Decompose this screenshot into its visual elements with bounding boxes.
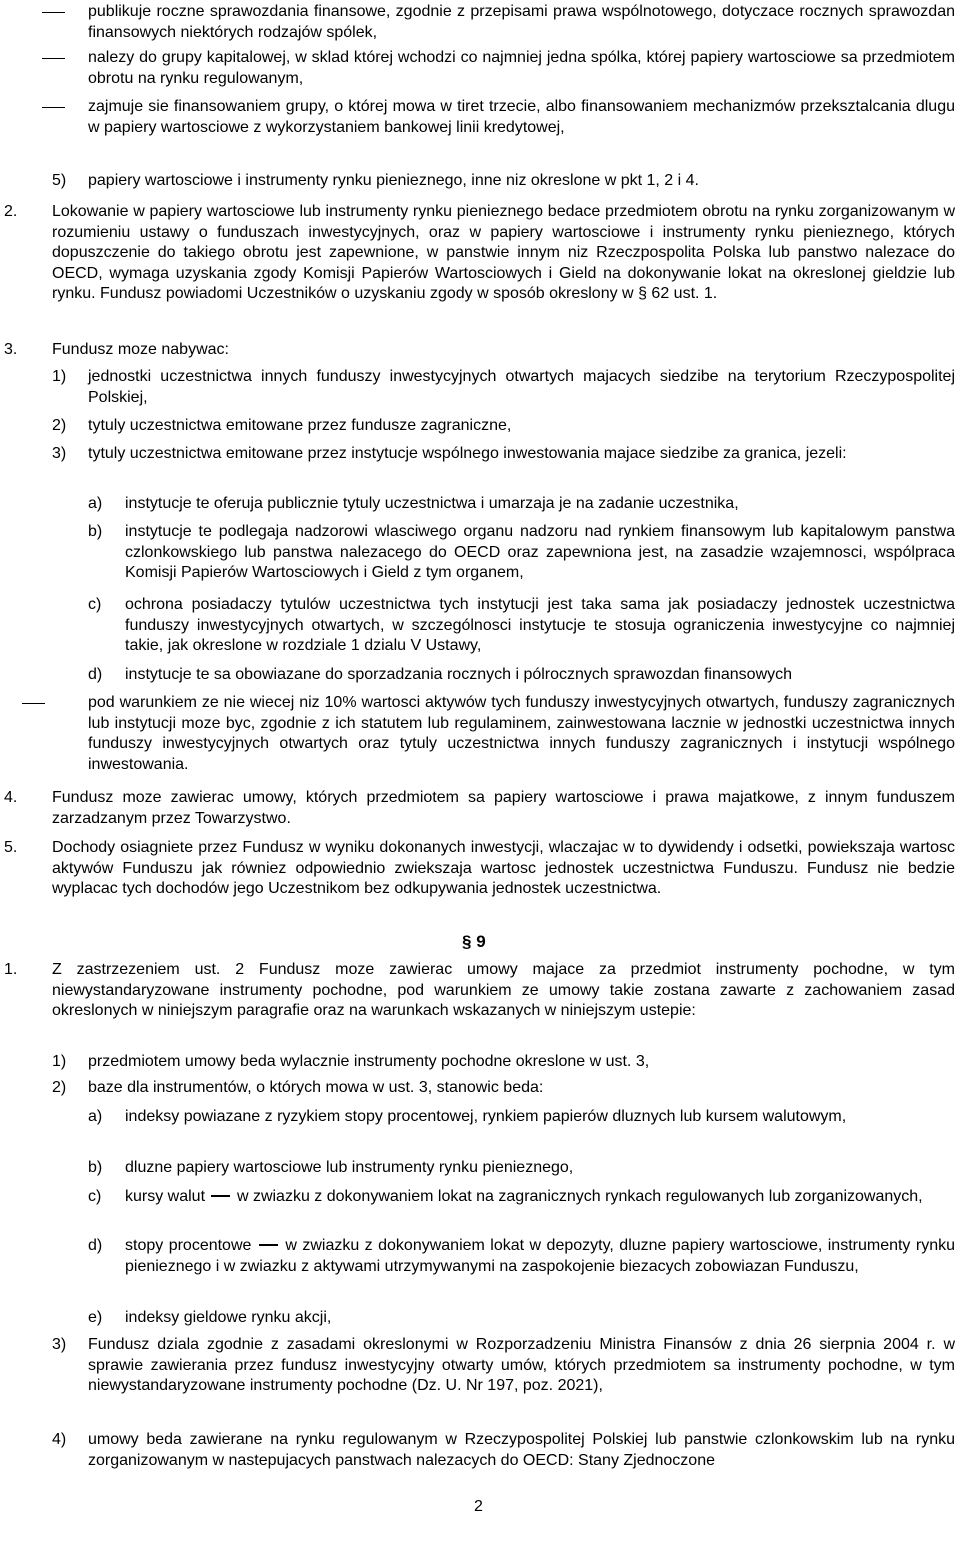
dash-icon [211, 1195, 230, 1197]
tiret-dash [42, 58, 65, 59]
tiret-item-1: publikuje roczne sprawozdania finansowe, zgodnie z przepisami prawa wspólnotowego, dotyczace rocznych sprawozdan finansowych niektórych rodzajów spólek, [88, 3, 955, 41]
item-number: 3) [52, 445, 67, 462]
paragraph-number: 4. [4, 789, 18, 806]
paragraph-number: 3. [4, 341, 18, 358]
paragraph-number: 1. [4, 961, 18, 978]
section-heading [462, 932, 486, 953]
item-number: 3) [52, 1336, 67, 1353]
item-number: 2) [52, 417, 67, 434]
list-item-a: instytucje te oferuja publicznie tytuly uczestnictwa i umarzaja je na zadanie uczestnika, [125, 495, 739, 512]
paragraph-4: Fundusz moze zawierac umowy, których przedmiotem sa papiery wartosciowe i prawa majatkowe, z innym funduszem zarzadzanym przez Towarzystwo. [52, 789, 955, 827]
list-item-d [125, 1236, 955, 1277]
list-item-c-lead: kursy walut [125, 1188, 206, 1205]
item-number: 2) [52, 1079, 67, 1096]
item-letter: b) [88, 1159, 103, 1176]
item-number: 4) [52, 1431, 67, 1448]
section-sign-icon: § [462, 932, 472, 951]
section-sign-icon: § [638, 285, 647, 302]
list-item-2: baze dla instrumentów, o których mowa w ust. 3, stanowic beda: [88, 1079, 544, 1096]
paragraph-5: Dochody osiagniete przez Fundusz w wyniku dokonanych inwestycji, wlaczajac w to dywidendy i odsetki, powiekszaja wartosc aktywów Funduszu jak równiez odpowiednio zwiekszaja wartosc jednostek uczestnictwa Funduszu. Fundusz nie bedzie wyplacac tych dochodów jego Uczestnikom bez odkupywania jednostek uczestnictwa. [52, 839, 955, 897]
tiret-dash [42, 12, 65, 13]
list-item-1: jednostki uczestnictwa innych funduszy inwestycyjnych otwartych majacych siedzibe na terytorium Rzeczypospolitej Polskiej, [88, 368, 955, 406]
list-item-d: instytucje te sa obowiazane do sporzadzania rocznych i pólrocznych sprawozdan finansowych [125, 666, 793, 683]
list-item-d-lead: stopy procentowe [125, 1237, 252, 1254]
list-item-e: indeksy gieldowe rynku akcji, [125, 1309, 332, 1326]
paragraph-number: 5. [4, 839, 18, 856]
item-letter: c) [88, 596, 102, 613]
list-item-c [125, 1187, 955, 1208]
list-item-c: ochrona posiadaczy tytulów uczestnictwa tych instytucji jest taka sama jak posiadaczy jednostek uczestnictwa funduszy inwestycyjnych otwartych, w szczególnosci instytucje te stosuja ograniczenia inwestycyjne co najmniej takie, jak okreslone w rozdziale 1 dzialu V Ustawy, [125, 596, 955, 654]
item-letter: b) [88, 523, 103, 540]
section-number: 9 [476, 932, 486, 951]
list-item-4: umowy beda zawierane na rynku regulowanym w Rzeczypospolitej Polskiej lub panstwie czlonkowskim lub na rynku zorganizowanym w nastepujacych panstwach nalezacych do OECD: Stany Zjednoczone [88, 1431, 955, 1469]
item-letter: a) [88, 495, 103, 512]
list-item-5: papiery wartosciowe i instrumenty rynku pienieznego, inne niz okreslone w pkt 1, 2 i 4. [88, 172, 699, 189]
section-ref: 62 [651, 285, 670, 302]
item-letter: a) [88, 1108, 103, 1125]
list-item-b: instytucje te podlegaja nadzorowi wlasciwego organu nadzoru nad rynkiem finansowym lub kapitalowym panstwa czlonkowskiego lub panstwa nalezacego do OECD oraz zapewniona jest, na zasadzie wzajemnosci, wspólpraca Komisji Papierów Wartosciowych i Gield z tym organem, [125, 523, 955, 581]
tiret-item-2: nalezy do grupy kapitalowej, w sklad której wchodzi co najmniej jedna spólka, której papiery wartosciowe sa przedmiotem obrotu na rynku regulowanym, [88, 49, 955, 87]
list-item-3: Fundusz dziala zgodnie z zasadami okreslonymi w Rozporzadzeniu Ministra Finansów z dnia 26 sierpnia 2004 r. w sprawie zawierania przez fundusz inwestycyjny otwarty umów, których przedmiotem sa instrumenty pochodne, w tym niewystandaryzowane instrumenty pochodne (Dz. U. Nr 197, poz. 2021), [88, 1336, 955, 1394]
list-item-c-text: w zwiazku z dokonywaniem lokat na zagranicznych rynkach regulowanych lub zorganizowanych, [236, 1188, 923, 1205]
dash-icon [259, 1244, 278, 1246]
item-number: 1) [52, 368, 67, 385]
list-item-a: indeksy powiazane z ryzykiem stopy procentowej, rynkiem papierów dluznych lub kursem walutowym, [125, 1108, 847, 1125]
paragraph-1: Z zastrzezeniem ust. 2 Fundusz moze zawierac umowy majace za przedmiot instrumenty pochodne, w tym niewystandaryzowane instrumenty pochodne, pod warunkiem ze umowy takie zostana zawarte z zachowaniem zasad okreslonych w niniejszym paragrafie oraz na warunkach wskazanych w niniejszym ustepie: [52, 961, 955, 1019]
paragraph-2-ref: ust. 1. [673, 285, 718, 302]
tiret-condition: pod warunkiem ze nie wiecej niz 10% wartosci aktywów tych funduszy inwestycyjnych otwartych, funduszy zagranicznych lub instytucji moze byc, zgodnie z ich statutem lub regulaminem, zainwestowana lacznie w jednostki uczestnictwa innych funduszy inwestycyjnych otwartych oraz tytuly uczestnictwa innych funduszy zagranicznych i instytucji wspólnego inwestowania. [88, 694, 955, 773]
list-item-2: tytuly uczestnictwa emitowane przez fundusze zagraniczne, [88, 417, 512, 434]
item-number: 1) [52, 1053, 67, 1070]
item-number: 5) [52, 172, 67, 189]
item-letter: c) [88, 1188, 102, 1205]
tiret-dash [42, 107, 65, 108]
item-letter: d) [88, 1237, 103, 1254]
paragraph-3: Fundusz moze nabywac: [52, 341, 229, 358]
item-letter: e) [88, 1309, 103, 1326]
tiret-dash [22, 703, 45, 704]
paragraph-number: 2. [4, 203, 18, 220]
page-number: 2 [474, 1498, 483, 1515]
list-item-b: dluzne papiery wartosciowe lub instrumenty rynku pienieznego, [125, 1159, 574, 1176]
paragraph-2 [52, 202, 955, 305]
tiret-item-3: zajmuje sie finansowaniem grupy, o której mowa w tiret trzecie, albo finansowaniem mechanizmów przeksztalcania dlugu w papiery wartosciowe z wykorzystaniem bankowej linii kredytowej, [88, 98, 955, 136]
item-letter: d) [88, 666, 103, 683]
list-item-3: tytuly uczestnictwa emitowane przez instytucje wspólnego inwestowania majace siedzibe za granica, jezeli: [88, 445, 847, 462]
paragraph-2-text: Lokowanie w papiery wartosciowe lub instrumenty rynku pienieznego bedace przedmiotem obrotu na rynku zorganizowanym w rozumieniu ustawy o funduszach inwestycyjnych, oraz w papiery wartosciowe i instrumenty rynku pienieznego, których dopuszczenie do takiego obrotu jest zapewnione, w panstwie innym niz Rzeczpospolita Polska lub panstwo nalezace do OECD, wymaga uzyskania zgody Komisji Papierów Wartosciowych i Gield na dokonywanie lokat na okreslonej gieldzie lub rynku. Fundusz powiadomi Uczestników o uzyskaniu zgody w sposób okreslony w [52, 203, 955, 302]
list-item-d-text: w zwiazku z dokonywaniem lokat w depozyty, dluzne papiery wartosciowe, instrumenty rynku pienieznego i w zwiazku z aktywami utrzymywanymi na zaspokojenie biezacych zobowiazan Funduszu, [125, 1237, 956, 1275]
list-item-1: przedmiotem umowy beda wylacznie instrumenty pochodne okreslone w ust. 3, [88, 1053, 650, 1070]
